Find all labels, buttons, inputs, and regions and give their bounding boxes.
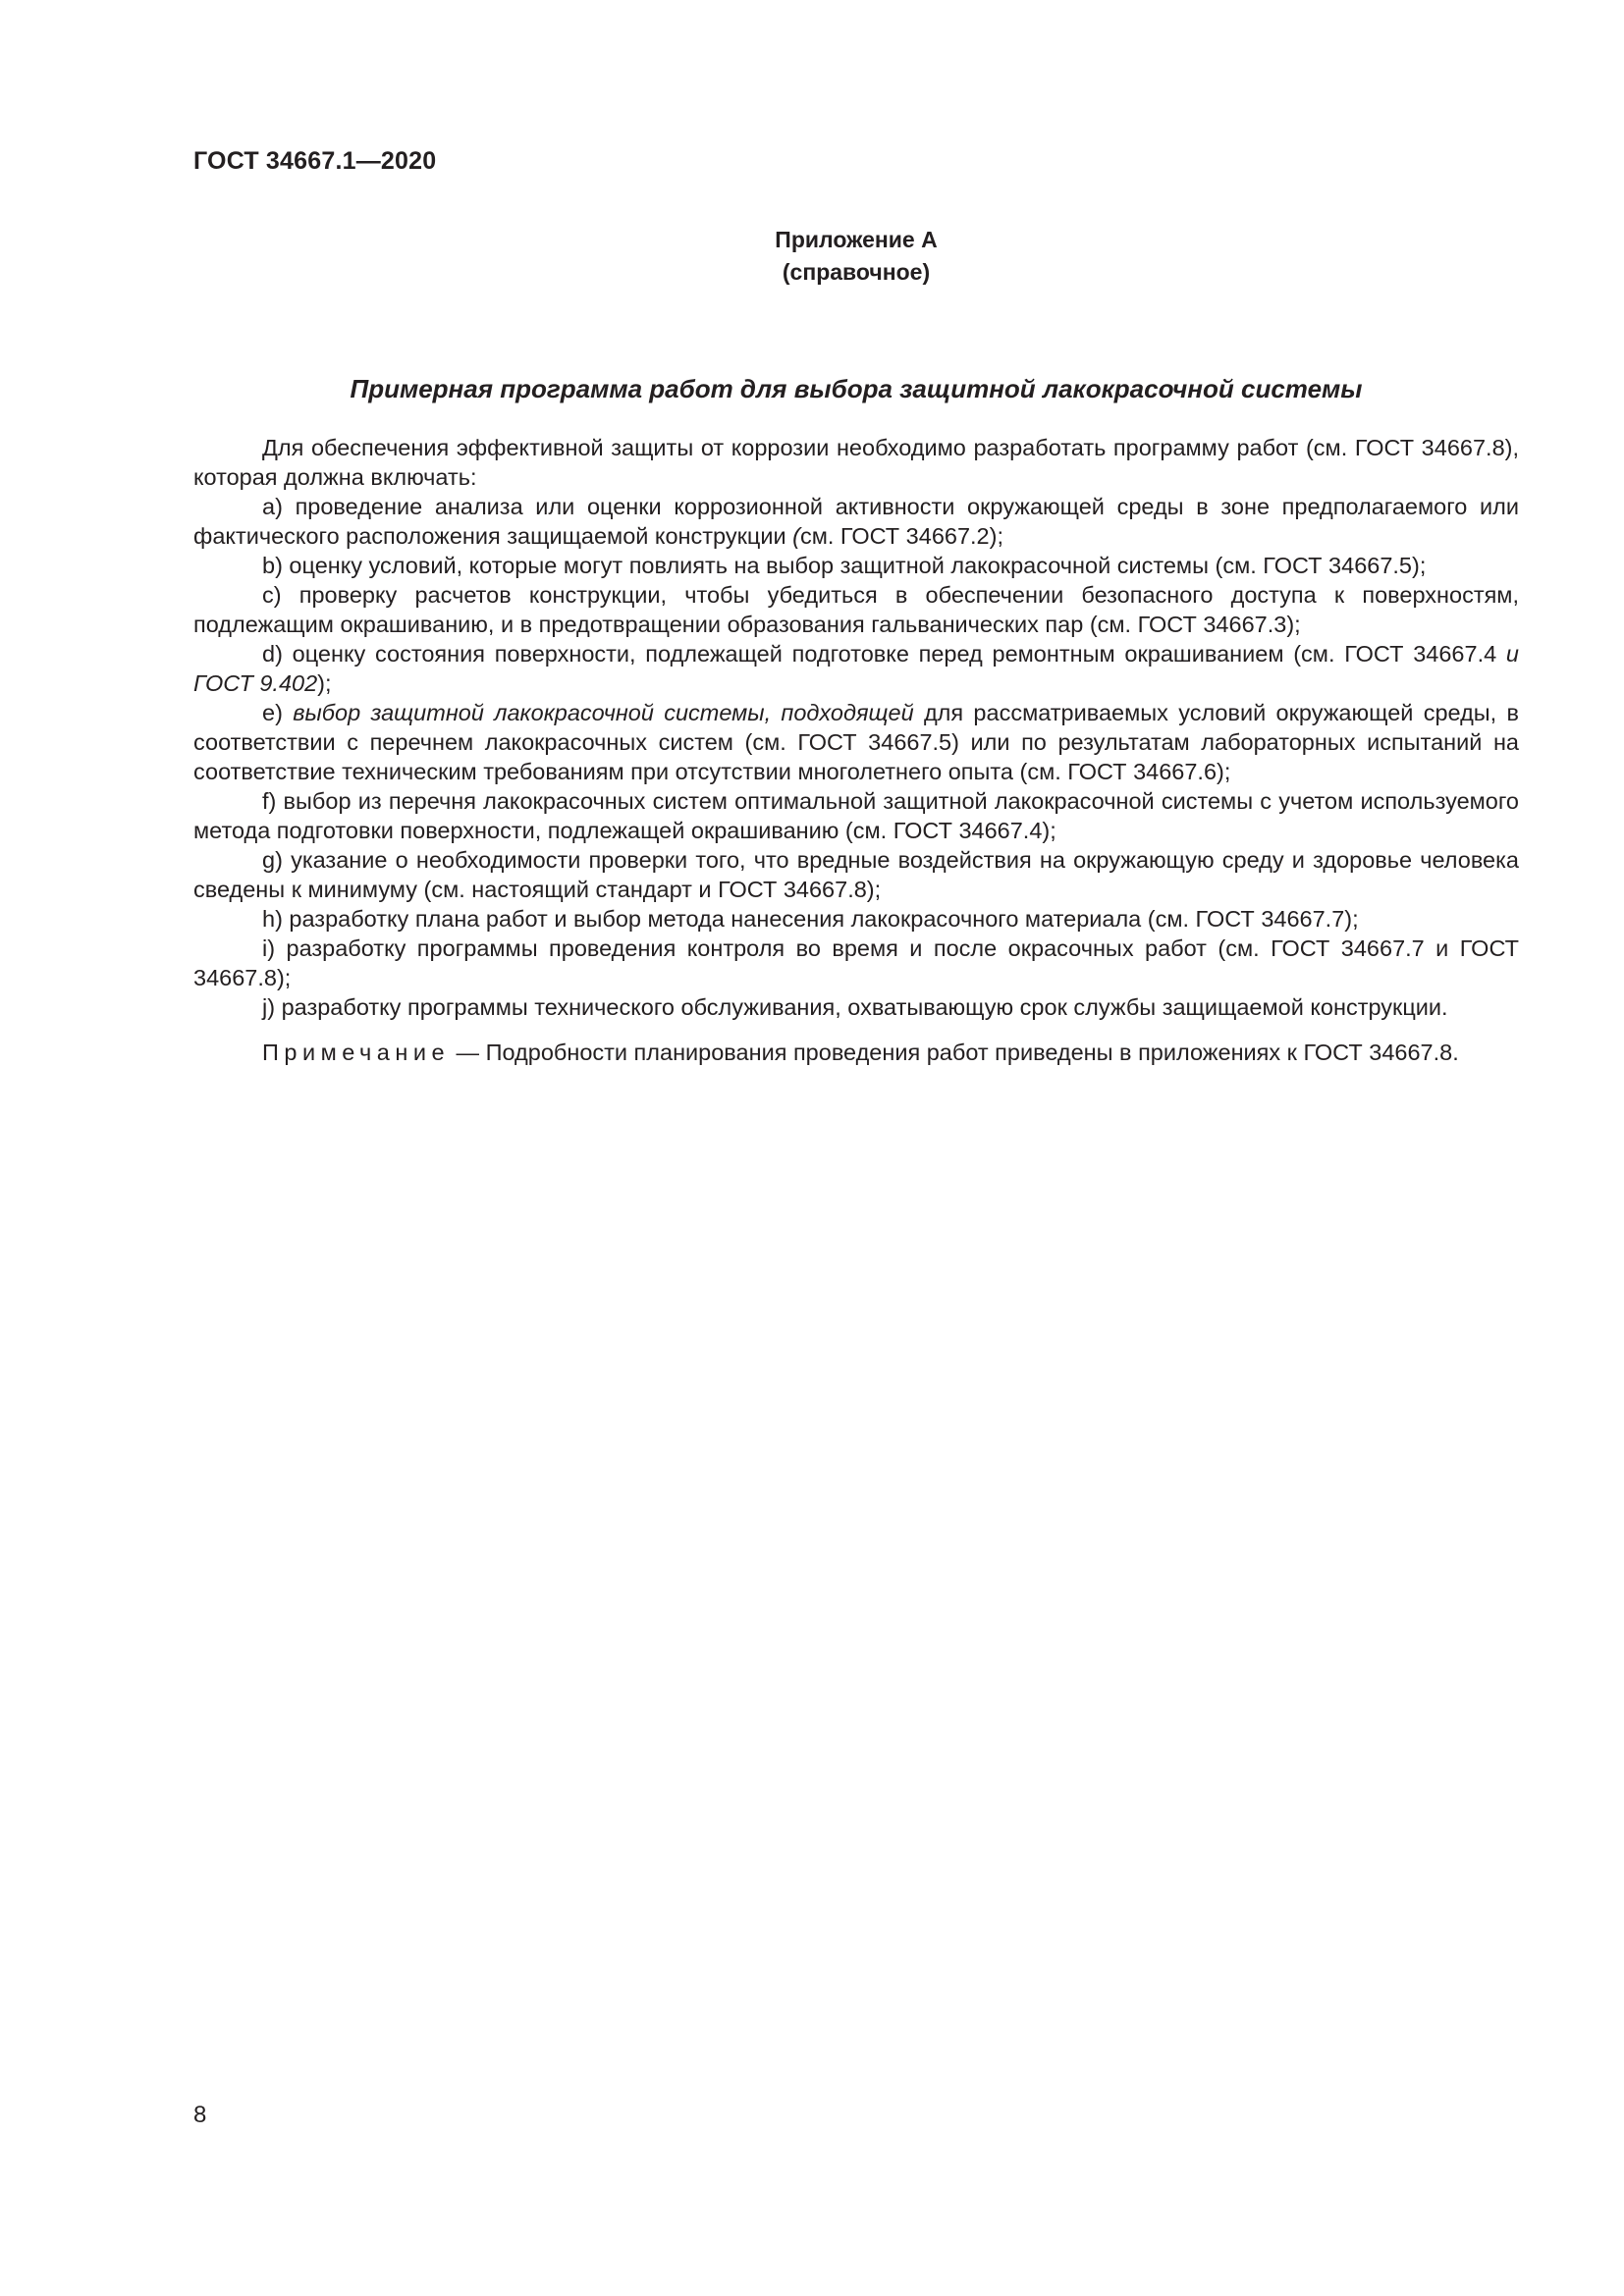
item-d-text: d) оценку состояния поверхности, подлежащей подготовке перед ремонтным окрашиванием (см. ГОСТ 34667.4 bbox=[262, 641, 1506, 667]
appendix-title: Примерная программа работ для выбора защитной лакокрасочной системы bbox=[350, 374, 1363, 403]
list-item-g: g) указание о необходимости проверки того, что вредные воздействия на окружающую среду и здоровье человека сведены к минимуму (см. настоящий стандарт и ГОСТ 34667.8); bbox=[193, 847, 1519, 902]
list-item-i: i) разработку программы проведения контроля во время и после окрасочных работ (см. ГОСТ 34667.7 и ГОСТ 34667.8); bbox=[193, 935, 1519, 990]
list-item-c: c) проверку расчетов конструкции, чтобы убедиться в обеспечении безопасного доступа к поверхностям, подлежащим окрашиванию, и в предотвращении образования гальванических пар (см. ГОСТ 34667.3); bbox=[193, 582, 1519, 637]
item-a-italic: ( bbox=[792, 523, 800, 549]
list-item-h: h) разработку плана работ и выбор метода нанесения лакокрасочного материала (см. ГОСТ 34667.7); bbox=[262, 906, 1359, 932]
list-item-f: f) выбор из перечня лакокрасочных систем оптимальной защитной лакокрасочной системы с учетом используемого метода подготовки поверхности, подлежащей окрашиванию (см. ГОСТ 34667.4); bbox=[193, 788, 1519, 843]
appendix-heading bbox=[193, 224, 1519, 289]
item-e-text: для рассматриваемых условий окружающей среды, в соответствии с перечнем лакокрасочных систем (см. ГОСТ 34667.5) или по результатам лабораторных испытаний на соответствие техническим требованиям при отсутствии многолетнего опыта (см. ГОСТ 34667.6); bbox=[193, 700, 1519, 784]
list-item-e bbox=[193, 698, 1519, 786]
list-item-d bbox=[193, 639, 1519, 698]
item-d-end: ); bbox=[317, 670, 332, 696]
intro-paragraph: Для обеспечения эффективной защиты от коррозии необходимо разработать программу работ (см. ГОСТ 34667.8), которая должна включать: bbox=[193, 435, 1519, 490]
note-label: Примечание bbox=[262, 1040, 451, 1065]
appendix-label: Приложение А bbox=[775, 227, 938, 252]
item-e-prefix: e) bbox=[262, 700, 294, 725]
list-item-j: j) разработку программы технического обслуживания, охватывающую срок службы защищаемой конструкции. bbox=[262, 994, 1448, 1020]
list-item-b: b) оценку условий, которые могут повлиять на выбор защитной лакокрасочной системы (см. ГОСТ 34667.5); bbox=[262, 553, 1427, 578]
item-e-italic: выбор защитной лакокрасочной системы, подходящей bbox=[293, 700, 914, 725]
appendix-type: (справочное) bbox=[782, 259, 931, 285]
document-code: ГОСТ 34667.1—2020 bbox=[193, 147, 437, 175]
list-item-a bbox=[193, 492, 1519, 551]
note-paragraph bbox=[193, 1038, 1519, 1067]
page-number: 8 bbox=[193, 2102, 207, 2128]
note-text: — Подробности планирования проведения работ приведены в приложениях к ГОСТ 34667.8. bbox=[450, 1040, 1459, 1065]
item-d-italic: и ГОСТ 9.402 bbox=[193, 641, 1519, 696]
body-text bbox=[193, 433, 1519, 1067]
item-a-ref: см. ГОСТ 34667.2); bbox=[799, 523, 1003, 549]
item-a-text: a) проведение анализа или оценки коррозионной активности окружающей среды в зоне предполагаемого или фактического расположения защищаемой конструкции bbox=[193, 494, 1519, 549]
